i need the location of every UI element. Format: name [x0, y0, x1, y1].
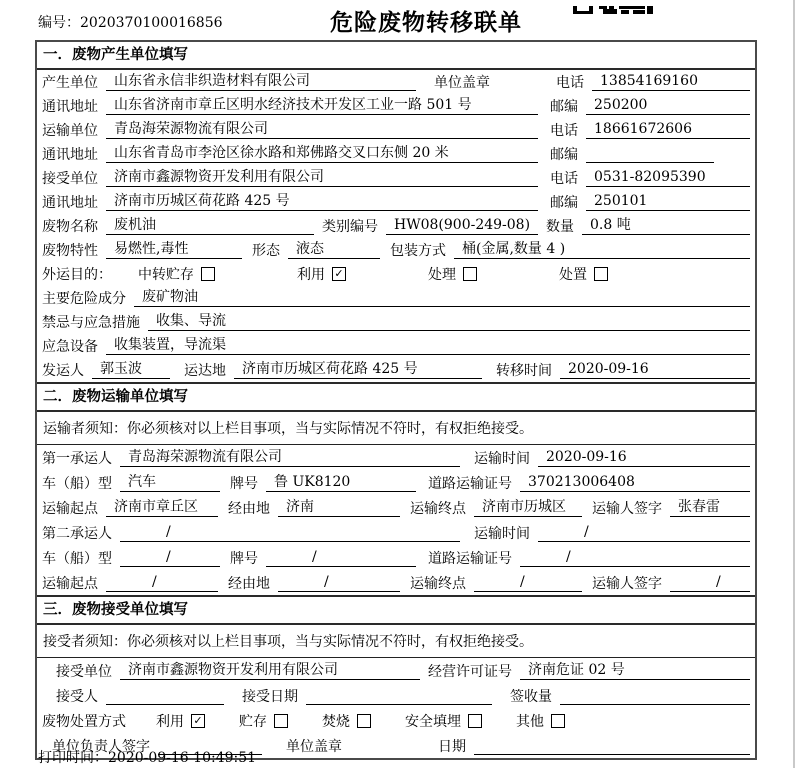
field-value-text: 2020-09-16: [546, 449, 627, 465]
checkbox-unchecked-icon: [594, 267, 608, 281]
field-label: 运输时间: [474, 526, 530, 542]
field-value: [520, 660, 750, 680]
field-value-text: 13854169160: [600, 73, 698, 89]
field-value: [474, 735, 750, 755]
field-label: 运输终点: [410, 501, 466, 517]
checkbox-unchecked-icon: [357, 714, 371, 728]
field-value: [454, 239, 750, 259]
field-label: 废物名称: [42, 219, 98, 235]
field-value-text: 济南市历城区: [482, 499, 566, 515]
field-value: [106, 71, 416, 91]
print-time-value: 2020-09-16 10:49:51: [108, 750, 257, 766]
field-value: [586, 167, 750, 187]
field-value-text: 液态: [296, 241, 324, 257]
field-value: [520, 472, 750, 492]
field-label: 主要危险成分: [42, 291, 126, 307]
stamp-label: 单位盖章: [434, 75, 490, 91]
field-label: 车（船）型: [42, 476, 112, 492]
checkbox-option: [516, 711, 565, 733]
form-row: [37, 470, 755, 495]
field-value-text: /: [566, 549, 571, 565]
checkbox-option: [297, 264, 346, 286]
field-label: 应急设备: [42, 339, 98, 355]
field-value: [560, 685, 750, 705]
field-value: [106, 685, 224, 705]
field-value-text: /: [716, 574, 721, 590]
field-label: 第一承运人: [42, 451, 112, 467]
field-label: 产生单位: [42, 75, 98, 91]
field-label: 运输人签字: [592, 501, 662, 517]
field-label: 经由地: [228, 501, 270, 517]
field-value-text: 青岛海荣源物流有限公司: [128, 449, 282, 465]
field-value-text: 废机油: [114, 217, 156, 233]
form-row: [37, 495, 755, 520]
checkbox-option: [239, 711, 288, 733]
field-label: 接受单位: [42, 171, 98, 187]
field-value: [106, 143, 538, 163]
section-heading: 二．废物运输单位填写: [37, 382, 755, 412]
field-value: [234, 359, 482, 379]
qr-code-fragment-icon: [573, 0, 655, 19]
field-value: [106, 119, 538, 139]
field-value-text: 山东省济南市章丘区明水经济技术开发区工业一路 501 号: [114, 97, 472, 113]
field-label: 邮编: [550, 195, 578, 211]
form-row: [37, 70, 755, 94]
field-label: 接受人: [56, 689, 98, 705]
form-row: [37, 214, 755, 238]
field-value: [386, 215, 538, 235]
field-label: 形态: [252, 243, 280, 259]
field-value: [92, 359, 170, 379]
field-value-text: 山东省青岛市李沧区徐水路和郑佛路交叉口东侧 20 米: [114, 145, 449, 161]
field-value: [520, 547, 750, 567]
section-1: [37, 42, 755, 382]
field-value-text: 济南市历城区荷花路 425 号: [242, 361, 418, 377]
field-value-text: 张春雷: [678, 499, 720, 515]
checkbox-checked-icon: ✓: [332, 267, 346, 281]
field-label: 接受单位: [56, 664, 112, 680]
checkbox-option: [559, 264, 608, 286]
field-value: [120, 447, 460, 467]
checkbox-option: [156, 711, 205, 733]
field-label: 运输起点: [42, 501, 98, 517]
field-value-text: 收集装置，导流渠: [114, 337, 226, 353]
field-value-text: 370213006408: [528, 474, 635, 490]
form-row: [37, 334, 755, 358]
field-label: 单位负责人签字: [52, 739, 150, 755]
field-label: 通讯地址: [42, 99, 98, 115]
form-row: [37, 445, 755, 470]
section-heading: 三．废物接受单位填写: [37, 595, 755, 625]
field-label: 接受日期: [242, 689, 298, 705]
field-value: [106, 335, 750, 355]
form-row: [37, 142, 755, 166]
field-value-text: 废矿物油: [142, 289, 198, 305]
field-label: 车（船）型: [42, 551, 112, 567]
field-value: [474, 497, 582, 517]
field-value-text: 0.8 吨: [590, 217, 631, 233]
field-value: [474, 572, 582, 592]
form-row: [37, 238, 755, 262]
field-value-text: 青岛海荣源物流有限公司: [114, 121, 268, 137]
field-value-text: 济南市鑫源物资开发利用有限公司: [114, 169, 324, 185]
field-value-text: 桶(金属,数量 4 ): [462, 241, 566, 257]
field-value-text: /: [166, 549, 171, 565]
field-value: [586, 119, 750, 139]
field-value: [106, 239, 242, 259]
checkbox-unchecked-icon: [274, 714, 288, 728]
field-label: 道路运输证号: [428, 551, 512, 567]
field-label: 牌号: [230, 551, 258, 567]
field-value: [106, 497, 218, 517]
form-row: [37, 166, 755, 190]
checkbox-checked-icon: ✓: [191, 714, 205, 728]
section-3: [37, 595, 755, 758]
serial-label: 编号：: [38, 15, 80, 31]
field-label: 包装方式: [390, 243, 446, 259]
field-value: [120, 547, 220, 567]
form-row: [37, 570, 755, 595]
field-label: 邮编: [550, 147, 578, 163]
field-label: 类别编号: [322, 219, 378, 235]
field-value-text: 收集、导流: [156, 313, 226, 329]
checkbox-option-label: 安全填埋: [405, 714, 461, 730]
section-heading: 一．废物产生单位填写: [37, 42, 755, 70]
field-value-text: 鲁 UK8120: [274, 474, 351, 490]
form-row: [37, 545, 755, 570]
field-value-text: 济南市鑫源物资开发利用有限公司: [128, 662, 338, 678]
manifest-form-table: [35, 40, 757, 760]
field-value: [538, 447, 750, 467]
field-value: [288, 239, 380, 259]
field-value-text: /: [166, 524, 171, 540]
form-row: [37, 310, 755, 334]
field-value-text: 汽车: [128, 474, 156, 490]
field-value-text: HW08(900-249-08): [394, 217, 531, 233]
checkbox-option-label: 处置: [559, 267, 587, 283]
field-value-text: 济南危证 02 号: [528, 662, 625, 678]
field-label: 邮编: [550, 99, 578, 115]
field-value-text: 250101: [594, 193, 648, 209]
field-value-text: 2020-09-16: [568, 361, 649, 377]
field-label: 发运人: [42, 363, 84, 379]
field-value: [106, 572, 218, 592]
field-value: [266, 472, 416, 492]
field-label: 运输单位: [42, 123, 98, 139]
field-value: [106, 191, 538, 211]
checkbox-option-label: 焚烧: [322, 714, 350, 730]
field-label: 通讯地址: [42, 147, 98, 163]
checkbox-unchecked-icon: [201, 267, 215, 281]
field-value-text: /: [520, 574, 525, 590]
field-value: [586, 191, 750, 211]
field-label: 签收量: [510, 689, 552, 705]
checkbox-option: [405, 711, 482, 733]
field-value: [670, 497, 750, 517]
field-label: 运达地: [184, 363, 226, 379]
field-label: 经营许可证号: [428, 664, 512, 680]
field-value: [134, 287, 750, 307]
print-time-label: 打印时间：: [38, 750, 108, 766]
form-row: [37, 683, 755, 708]
field-value-text: /: [584, 524, 589, 540]
form-row: [37, 118, 755, 142]
field-value: [106, 215, 314, 235]
field-label: 运输起点: [42, 576, 98, 592]
field-label: 运输人签字: [592, 576, 662, 592]
form-row: [37, 520, 755, 545]
checkbox-row: [37, 708, 755, 733]
field-label: 禁忌与应急措施: [42, 315, 140, 331]
form-row: [37, 190, 755, 214]
stamp-label: 单位盖章: [286, 739, 342, 755]
checkbox-row: [37, 262, 755, 286]
field-label: 日期: [438, 739, 466, 755]
field-value-text: /: [152, 574, 157, 590]
form-row: [37, 658, 755, 683]
field-value-text: 0531-82095390: [594, 169, 706, 185]
checkbox-option: [428, 264, 477, 286]
checkbox-option-label: 中转贮存: [138, 267, 194, 283]
field-value-text: 济南市章丘区: [114, 499, 198, 515]
field-value: [106, 95, 538, 115]
field-label: 第二承运人: [42, 526, 112, 542]
field-value: [120, 522, 460, 542]
field-value: [306, 685, 492, 705]
field-value-text: 易燃性,毒性: [114, 241, 189, 257]
form-row: [37, 286, 755, 310]
field-label: 运输终点: [410, 576, 466, 592]
field-label: 牌号: [230, 476, 258, 492]
field-value: [266, 547, 416, 567]
field-value: [586, 143, 714, 163]
form-row: [37, 358, 755, 382]
field-value-text: /: [324, 574, 329, 590]
field-label: 经由地: [228, 576, 270, 592]
field-value-text: /: [312, 549, 317, 565]
checkbox-unchecked-icon: [551, 714, 565, 728]
serial-value: 2020370100016856: [80, 15, 223, 31]
field-value: [148, 311, 750, 331]
field-value-text: 济南市历城区荷花路 425 号: [114, 193, 290, 209]
field-value: [106, 167, 538, 187]
field-value: [278, 497, 400, 517]
checkbox-unchecked-icon: [463, 267, 477, 281]
page-title: 危险废物转移联单: [330, 9, 522, 35]
print-time: [38, 747, 256, 767]
field-value: [592, 71, 750, 91]
checkbox-option: [322, 711, 371, 733]
checkbox-option-label: 利用: [156, 714, 184, 730]
field-label: 转移时间: [496, 363, 552, 379]
field-value-text: 郭玉波: [100, 361, 142, 377]
field-label: 电话: [556, 75, 584, 91]
form-row: [37, 94, 755, 118]
notice-row: 运输者须知：你必须核对以上栏目事项，当与实际情况不符时，有权拒绝接受。: [37, 412, 755, 445]
field-value: [120, 472, 220, 492]
field-value-text: 山东省永信非织造材料有限公司: [114, 73, 310, 89]
field-value: [120, 660, 420, 680]
field-value-text: 18661672606: [594, 121, 692, 137]
field-value-text: 250200: [594, 97, 648, 113]
checkbox-option-label: 其他: [516, 714, 544, 730]
section-2: [37, 382, 755, 595]
field-value: [586, 95, 750, 115]
checkbox-option-label: 利用: [297, 267, 325, 283]
field-label: 通讯地址: [42, 195, 98, 211]
field-label: 电话: [550, 171, 578, 187]
page-edge-line: [793, 0, 795, 768]
field-value: [560, 359, 750, 379]
field-value: [538, 522, 750, 542]
field-label: 外运目的：: [42, 267, 112, 283]
field-label: 废物特性: [42, 243, 98, 259]
field-label: 道路运输证号: [428, 476, 512, 492]
field-value: [582, 215, 750, 235]
field-value-text: 济南: [286, 499, 314, 515]
field-label: 电话: [550, 123, 578, 139]
field-value: [278, 572, 400, 592]
checkbox-unchecked-icon: [468, 714, 482, 728]
checkbox-option-label: 处理: [428, 267, 456, 283]
notice-row: 接受者须知：你必须核对以上栏目事项，当与实际情况不符时，有权拒绝接受。: [37, 625, 755, 658]
field-label: 运输时间: [474, 451, 530, 467]
field-label: 废物处置方式: [42, 714, 126, 730]
field-value: [670, 572, 750, 592]
checkbox-option-label: 贮存: [239, 714, 267, 730]
checkbox-option: [138, 264, 215, 286]
field-label: 数量: [546, 219, 574, 235]
document-header: [0, 0, 796, 40]
